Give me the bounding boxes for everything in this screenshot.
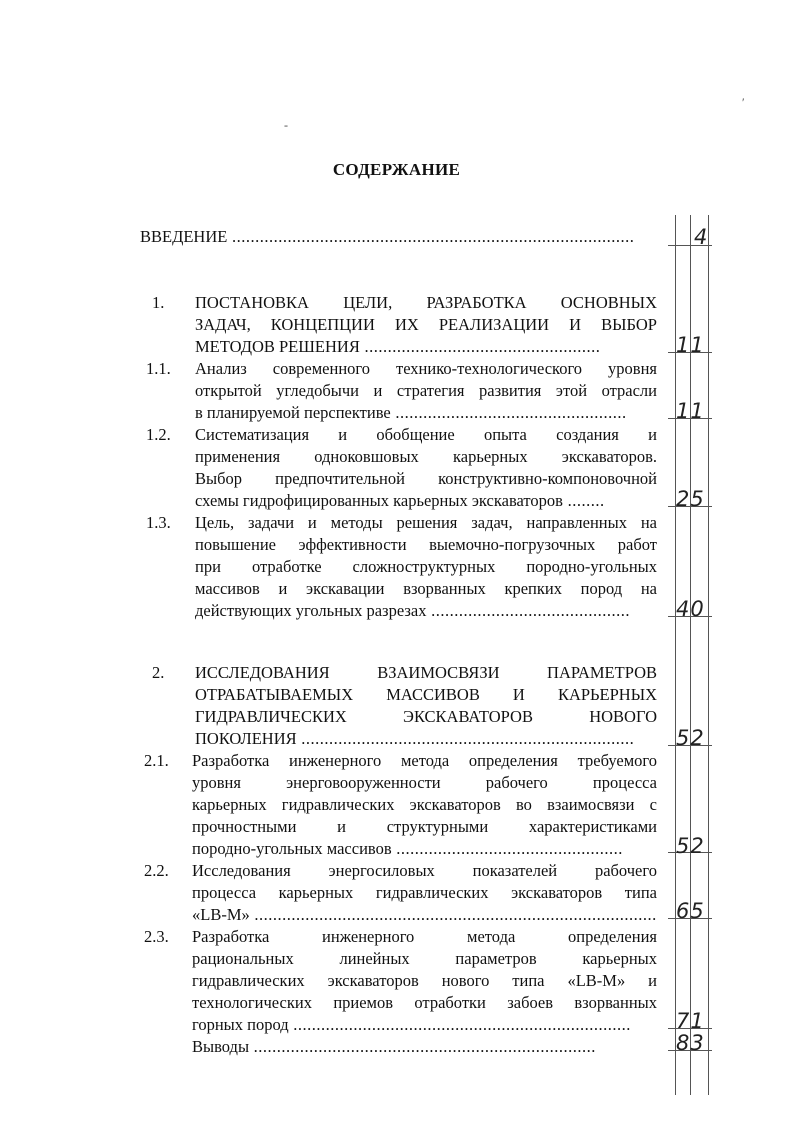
dot-leader: ...........................................: [426, 601, 630, 620]
toc-entry-conclusions: [192, 1036, 657, 1058]
toc-line-text: действующих угольных разрезах: [195, 601, 427, 620]
page-number: 11: [676, 399, 705, 423]
toc-line: Цель, задачи и методы решения задач, направленных на: [195, 513, 657, 532]
toc-line: ИССЛЕДОВАНИЯ ВЗАИМОСВЯЗИ ПАРАМЕТРОВ: [195, 663, 657, 682]
toc-entry-label: ВВЕДЕНИЕ: [140, 227, 228, 246]
dot-leader: .......................................................................................: [227, 227, 635, 246]
toc-line: [195, 402, 657, 424]
scan-speck: -: [284, 118, 288, 132]
toc-line: открытой угледобычи и стратегия развития этой отрасли: [195, 381, 657, 400]
toc-line-text: МЕТОДОВ РЕШЕНИЯ: [195, 337, 360, 356]
section-number: 1.: [152, 293, 165, 312]
toc-line: Систематизация и обобщение опыта создания и: [195, 425, 657, 444]
page-column-line-right: [708, 215, 709, 1095]
section-number: 1.1.: [146, 359, 171, 378]
page-number: 4: [694, 225, 709, 249]
toc-line: [192, 904, 657, 926]
page-title: СОДЕРЖАНИЕ: [332, 160, 461, 179]
toc-line: уровня энерговооруженности рабочего процесса: [192, 773, 657, 792]
dot-leader: ..................................................: [390, 403, 627, 422]
page-number: 52: [676, 834, 705, 858]
toc-line: [195, 728, 657, 750]
toc-line: применения одноковшовых карьерных экскаваторов.: [195, 447, 657, 466]
toc-line: повышение эффективности выемочно-погрузочных работ: [195, 535, 657, 554]
dot-leader: ..........................................................................: [249, 1037, 596, 1056]
toc-line-text: схемы гидрофицированных карьерных экскаваторов: [195, 491, 563, 510]
toc-line: [195, 336, 657, 358]
toc-line: [195, 600, 657, 622]
toc-line-text: в планируемой перспективе: [195, 403, 391, 422]
dot-leader: .......................................................................................: [249, 905, 657, 924]
section-number: 2.2.: [144, 861, 169, 880]
toc-line: Разработка инженерного метода определения: [192, 927, 657, 946]
dot-leader: ........................................................................: [296, 729, 635, 748]
page-number: 25: [676, 487, 705, 511]
toc-line: ПОСТАНОВКА ЦЕЛИ, РАЗРАБОТКА ОСНОВНЫХ: [195, 293, 657, 312]
dot-leader: .........................................................................: [288, 1015, 631, 1034]
page-number: 83: [676, 1031, 705, 1055]
section-number: 2.: [152, 663, 165, 682]
toc-line-text: горных пород: [192, 1015, 289, 1034]
toc-line: карьерных гидравлических экскаваторов во взаимосвязи с: [192, 795, 657, 814]
page-number: 40: [676, 597, 705, 621]
toc-line: процесса карьерных гидравлических экскаваторов типа: [192, 883, 657, 902]
toc-line: при отработке сложноструктурных породно-угольных: [195, 557, 657, 576]
page-number: 65: [676, 899, 705, 923]
toc-line: ЗАДАЧ, КОНЦЕПЦИИ ИХ РЕАЛИЗАЦИИ И ВЫБОР: [195, 315, 657, 334]
section-number: 1.3.: [146, 513, 171, 532]
dot-leader: .................................................: [391, 839, 623, 858]
page-number: 11: [676, 333, 705, 357]
dot-leader: ........: [562, 491, 605, 510]
dot-leader: ...................................................: [359, 337, 601, 356]
toc-line: Выбор предпочтительной конструктивно-компоновочной: [195, 469, 657, 488]
section-number: 2.1.: [144, 751, 169, 770]
toc-line: Исследования энергосиловых показателей рабочего: [192, 861, 657, 880]
toc-line: прочностными и структурными характеристиками: [192, 817, 657, 836]
toc-line: Разработка инженерного метода определения требуемого: [192, 751, 657, 770]
section-number: 2.3.: [144, 927, 169, 946]
toc-line: [192, 1014, 657, 1036]
toc-line-text: «LB-M»: [192, 905, 250, 924]
page-number: 52: [676, 726, 705, 750]
toc-line: [192, 838, 657, 860]
toc-line-text: ПОКОЛЕНИЯ: [195, 729, 297, 748]
toc-entry-label: Выводы: [192, 1037, 250, 1056]
toc-line: рациональных линейных параметров карьерных: [192, 949, 657, 968]
toc-line: ГИДРАВЛИЧЕСКИХ ЭКСКАВАТОРОВ НОВОГО: [195, 707, 657, 726]
toc-line: Анализ современного технико-технологического уровня: [195, 359, 657, 378]
toc-line: гидравлических экскаваторов нового типа «LB-M» и: [192, 971, 657, 990]
toc-line: технологических приемов отработки забоев взорванных: [192, 993, 657, 1012]
page-number: 71: [676, 1009, 705, 1033]
scan-speck: ′: [742, 95, 745, 109]
section-number: 1.2.: [146, 425, 171, 444]
toc-line: [195, 490, 657, 512]
toc-entry-intro: [140, 226, 650, 248]
toc-line: массивов и экскавации взорванных крепких пород на: [195, 579, 657, 598]
toc-line: ОТРАБАТЫВАЕМЫХ МАССИВОВ И КАРЬЕРНЫХ: [195, 685, 657, 704]
toc-line-text: породно-угольных массивов: [192, 839, 392, 858]
